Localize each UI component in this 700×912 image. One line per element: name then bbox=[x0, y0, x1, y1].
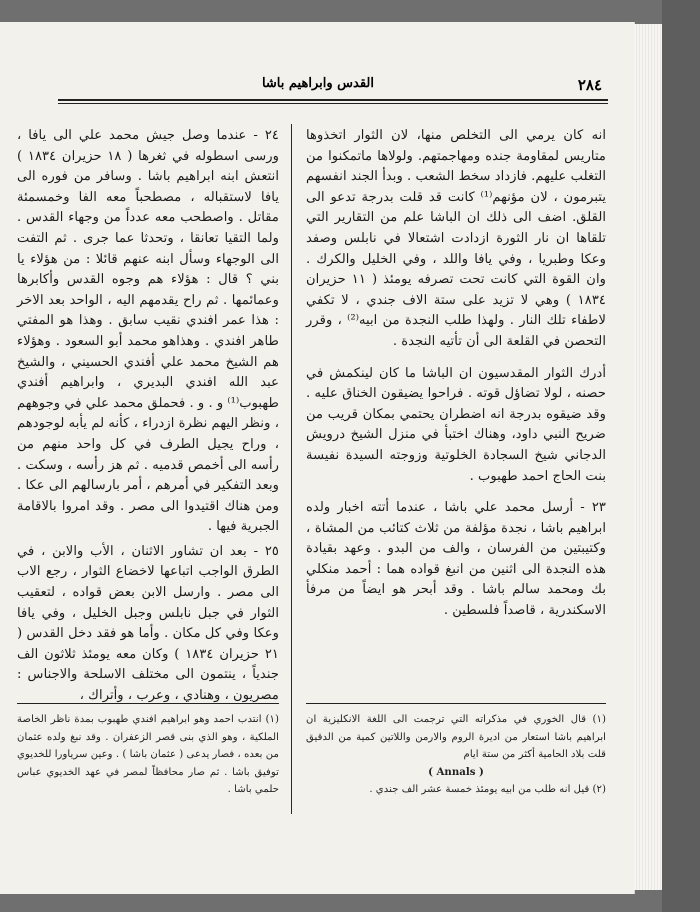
left-text-column bbox=[17, 126, 279, 707]
footnote: (٢) قيل انه طلب من ابيه يومئذ خمسة عشر الف جندي . bbox=[369, 784, 606, 795]
page-header bbox=[58, 70, 608, 96]
page-number: ٢٨٤ bbox=[577, 76, 602, 94]
column-divider bbox=[291, 124, 292, 814]
header-rule-thick bbox=[58, 99, 608, 101]
footnotes-left bbox=[17, 711, 279, 799]
footnote: (١) قال الخوري في مذكراته التي ترجمت الى اللغة الانكليزية ان ابراهيم باشا استعار من اديرة الروم والارمن واللاتين كمية من الدقيق قلت بلاد الحامية أكثر من ستة ايام bbox=[306, 714, 606, 760]
paragraph: ٢٥ - بعد ان تشاور الاثنان ، الأب والابن ، في الطرق الواجب اتباعها لاخضاع الثوار ، رجع الاب الى مصر . وارسل الابن بعض قواده ، لتعقيب الثوار في جبل نابلس وجبل الخليل ، وفي يافا وعكا وفي كل مكان . وأما هو فقد دخل القدس ( ٢١ حزيران ١٨٣٤ ) وكان معه يومئذ ثلاثون الف جندياً ، ينتمون الى مختلف الاسلحة والاجناس : مصريون ، وهنادي ، وعرب ، وأتراك ، bbox=[17, 543, 279, 704]
background-strip bbox=[662, 0, 700, 912]
paragraph: انه كان يرمي الى التخلص منها، لان الثوار اتخذوها متاريس لمقاومة جنده ومهاجمتهم. ولولاها ماتمكنوا من التغلب عليهم. فازداد سخط الشعب . وبدأ الجند انفسهم يتبرمون ، لان مؤنهم⁽¹⁾ كانت قد قلت بدرجة تدعو الى القلق. اضف الى ذلك ان الباشا علم من التقارير التي تلقاها ان نار الثورة ازدادت اشتعالا في نابلس وصفد وعكا وطبريا ، وفي يافا واللد ، وفي الخليل والكرك . وان القوة التي كانت تحت تصرفه يومئذ ( ١١ حزيران ١٨٣٤ ) وهي لا تزيد على ستة الاف جندي ، لا تكفي لاطفاء تلك النار . ولهذا طلب النجدة من ابيه⁽²⁾ ، وقرر التحصن في القلعة الى أن تأتيه النجدة . bbox=[306, 128, 606, 349]
footnote-rule bbox=[17, 703, 279, 704]
paragraph: ٢٣ - أرسل محمد علي باشا ، عندما أتته اخبار ولده ابراهيم باشا ، نجدة مؤلفة من ثلاث كتائب من المشاة ، وكتيبتين من الفرسان ، والف من البدو . وعهد بقيادة هذه النجدة الى اثنين من انبغ قواده هما : أحمد منكلي بك ومحمد سالم باشا . وقد أبحر هو ايضاً من مرفأ الاسكندرية ، قاصداً فلسطين . bbox=[306, 500, 606, 619]
footnote-source: ( Annals ) bbox=[428, 765, 484, 778]
running-title: القدس وابراهيم باشا bbox=[261, 76, 374, 91]
right-text-column bbox=[306, 126, 606, 622]
header-rule-thin bbox=[58, 103, 608, 104]
page-edges bbox=[634, 24, 662, 890]
footnotes-right bbox=[306, 711, 606, 799]
footnote-rule bbox=[306, 703, 606, 704]
paragraph: ٢٤ - عندما وصل جيش محمد علي الى يافا ، ورسى اسطوله في ثغرها ( ١٨ حزيران ١٨٣٤ ) انتعش ابنه ابراهيم باشا . وسافر من فوره الى يافا لاستقباله ، مصطحباً معه الفا وخمسمئة مقاتل . واصطحب معه عدداً من وجهاء القدس . ولما التقيا تعانقا ، وتحدثا عما جرى . ثم التفت الى الوجهاء وسأل ابنه عنهم قائلا : من هؤلاء يا بني ؟ قال : هؤلاء هم وجوه القدس وأكابرها وعمائمها . ثم راح يقدمهم اليه ، الواحد بعد الاخر : هذا عمر افندي نقيب سابق . وهذا هو المفتي طاهر افندي . وهذاهو محمد أبو السعود . وهؤلاء هم الشيخ محمد علي أفندي الحسيني ، والشيخ عبد الله افندي البديري ، وابراهيم أفندي طهبوب⁽¹⁾ و . و . فحملق محمد علي في وجوههم ، ونظر اليهم نظرة ازدراء ، كأنه لم يأبه لوجودهم ، وراح يجيل الطرف في كل واحد منهم من رأسه الى أخمص قدميه . ثم هز رأسه ، وسكت . وبعد التفكير في أمرهم ، أمر بارسالهم الى عكا . ومن هناك اقتيدوا الى مصر . وقد امروا بالاقامة الجبرية فيها . bbox=[16, 128, 279, 535]
paragraph: أدرك الثوار المقدسيون ان الباشا ما كان لينكمش في حصنه ، لولا تضاؤل قوته . فراحوا يضيقون الخناق عليه . وقد ضيقوه بدرجة انه اضطران يحتمي بمكان قريب من ضريح النبي داود، وهناك اختبأ في منزل الشيخ درويش الدجاني شيخ السجادة الخلوتية وزوجته السيدة نفيسة بنت الحاج احمد طهبوب . bbox=[306, 365, 606, 484]
footnote: (١) انتدب احمد وهو ابراهيم افندي طهبوب بمدة ناظر الخاصة الملكية ، وهو الذي بنى قصر الزعفران . وقد نبغ ولده عثمان من بعده ، فصار يدعى ( عثمان باشا ) . وعين سرياورا للخديوي توفيق باشا . ثم صار محافظاً لمصر في عهد الخديوي عباس حلمي باشا . bbox=[17, 714, 279, 795]
